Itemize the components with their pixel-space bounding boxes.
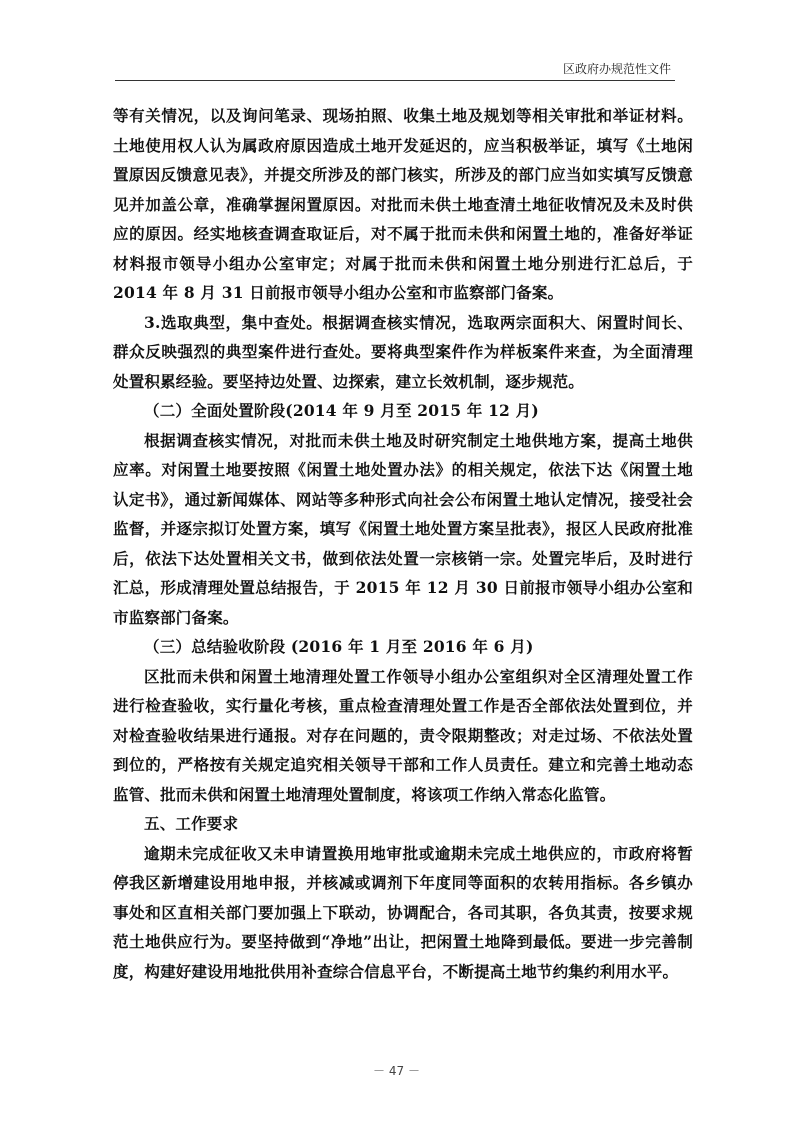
header-divider (115, 80, 675, 81)
paragraph-evidence-collection: 等有关情况，以及询问笔录、现场拍照、收集土地及规划等相关审批和举证材料。土地使用权人认为属政府原因造成土地开发延迟的，应当积极举证，填写《土地闲置原因反馈意见表》，并提交所涉及的部门核实，所涉及的部门应当如实填写反馈意见并加盖公章，准确掌握闲置原因。对批而未供土地查清土地征收情况及未及时供应的原因。经实地核查调查取证后，对不属于批而未供和闲置土地的，准备好举证材料报市领导小组办公室审定；对属于批而未供和闲置土地分别进行汇总后，于 2014 年 8 月 31 日前报市领导小组办公室和市监察部门备案。 (113, 106, 693, 302)
document-body (113, 101, 693, 986)
section-heading-full-disposal: （二）全面处置阶段(2014 年 9 月至 2015 年 12 月) (144, 401, 539, 420)
section-heading-summary-acceptance: （三）总结验收阶段 (2016 年 1 月至 2016 年 6 月) (144, 637, 534, 656)
header-title: 区政府办规范性文件 (562, 62, 671, 76)
paragraph-select-typical-cases: 3.选取典型，集中查处。根据调查核实情况，选取两宗面积大、闲置时间长、群众反映强烈的典型案件进行查处。要将典型案件作为样板案件来查，为全面清理处置积累经验。要坚持边处置、边探索，建立长效机制，逐步规范。 (113, 312, 693, 391)
page-number: － 47 － (373, 1064, 420, 1078)
section-heading-work-requirements: 五、工作要求 (144, 814, 239, 833)
paragraph-full-disposal: 根据调查核实情况，对批而未供土地及时研究制定土地供地方案，提高土地供应率。对闲置土地要按照《闲置土地处置办法》的相关规定，依法下达《闲置土地认定书》，通过新闻媒体、网站等多种形式向社会公布闲置土地认定情况，接受社会监督，并逐宗拟订处置方案，填写《闲置土地处置方案呈批表》，报区人民政府批准后，依法下达处置相关文书，做到依法处置一宗核销一宗。处置完毕后，及时进行汇总，形成清理处置总结报告，于 2015 年 12 月 30 日前报市领导小组办公室和市监察部门备案。 (113, 430, 693, 627)
paragraph-work-requirements: 逾期未完成征收又未申请置换用地审批或逾期未完成土地供应的，市政府将暂停我区新增建设用地申报，并核减或调剂下年度同等面积的农转用指标。各乡镇办事处和区直相关部门要加强上下联动，协调配合，各司其职，各负其责，按要求规范土地供应行为。要坚持做到“净地”出让，把闲置土地降到最低。要进一步完善制度，构建好建设用地批供用补查综合信息平台，不断提高土地节约集约利用水平。 (113, 843, 693, 981)
paragraph-summary-acceptance: 区批而未供和闲置土地清理处置工作领导小组办公室组织对全区清理处置工作进行检查验收，实行量化考核，重点检查清理处置工作是否全部依法处置到位，并对检查验收结果进行通报。对存在问题的，责令限期整改；对走过场、不依法处置到位的，严格按有关规定追究相关领导干部和工作人员责任。建立和完善土地动态监管、批而未供和闲置土地清理处置制度，将该项工作纳入常态化监管。 (113, 666, 693, 804)
